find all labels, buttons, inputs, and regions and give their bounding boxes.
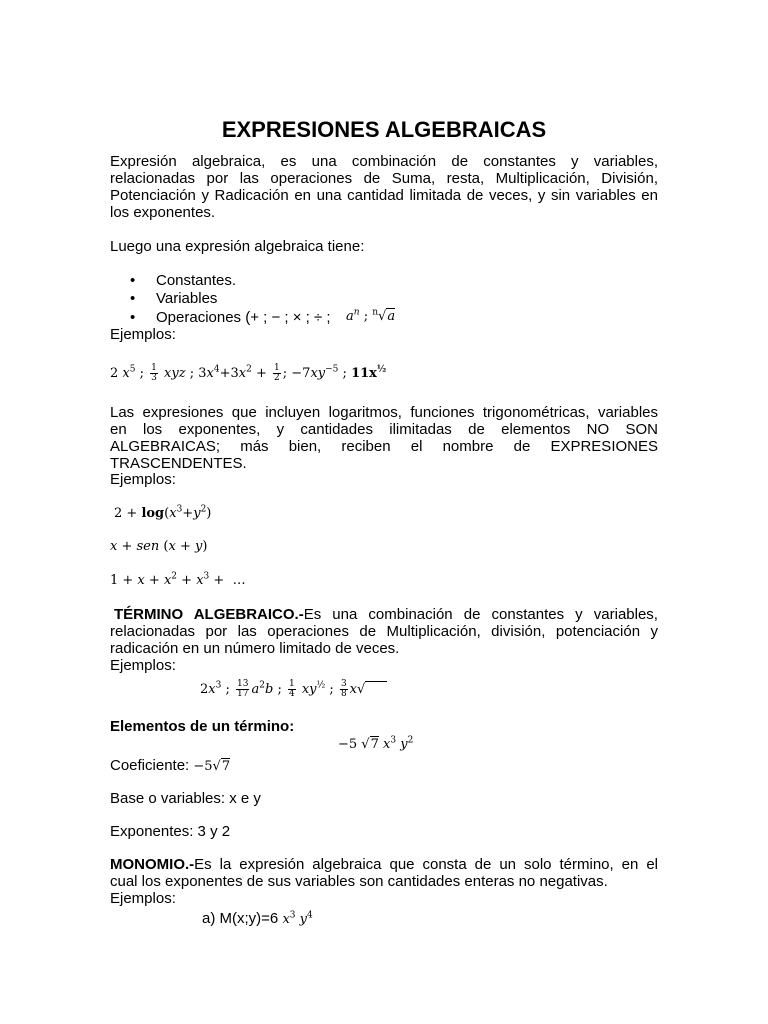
monomio-line-2: cual los exponentes de sus variables son cantidades enteras no negativas. — [110, 873, 608, 890]
ejemplos-label: Ejemplos: — [110, 890, 176, 907]
ejemplos-label: Ejemplos: — [110, 657, 176, 674]
algebraic-examples-formula: 2 $x^5$ ; $\frac{1}{3}$ xyz ; $3x^4+3x^2$ + $\frac{1}{2}$ ; $-7xy^{-5}$ ; $11x^{\frac{1}{2}}$ — [110, 363, 387, 383]
bullet-item: Variables — [156, 290, 218, 307]
intro-line-2: relacionadas por las operaciones de Suma, resta, Multiplicación, División, — [110, 170, 658, 187]
trasc-line-2: en los exponentes, y cantidades ilimitadas de elementos NO SON — [110, 421, 658, 438]
ejemplos-label: Ejemplos: — [110, 326, 176, 343]
bullet-item: Operaciones (+ ; − ; × ; ÷ ; — [156, 309, 331, 326]
coeficiente-label: Coeficiente: — [110, 757, 194, 774]
tiene-text: Luego una expresión algebraica tiene: — [110, 238, 365, 255]
bullet-dot: • — [130, 272, 136, 289]
page-title: EXPRESIONES ALGEBRAICAS — [221, 117, 547, 142]
base-text: Base o variables: x e y — [110, 790, 261, 807]
log-example-formula: $2 + \log(x^3+y^2)$ — [114, 504, 212, 521]
monomio-line-1 — [110, 856, 658, 873]
termino-heading: TÉRMINO ALGEBRAICO.- — [114, 606, 304, 623]
intro-line-4: los exponentes. — [110, 204, 216, 221]
coeficiente-value: −5√7 — [193, 759, 231, 774]
exponentes-text: Exponentes: 3 y 2 — [110, 823, 231, 840]
termino-text: Es una combinación de constantes y variables, — [303, 606, 658, 623]
elementos-heading: Elementos de un término: — [110, 718, 295, 735]
operations-formula: $a^n$ ; $^n$√a — [346, 307, 396, 324]
ejemplos-label: Ejemplos: — [110, 471, 176, 488]
bullet-dot: • — [130, 309, 136, 326]
termino-line-2: relacionadas por las operaciones de Multiplicación, división, potenciación y — [110, 623, 658, 640]
monomio-heading: MONOMIO.- — [110, 856, 195, 873]
series-example-formula: $1 + x + x^2 + x^3$ + … — [110, 571, 246, 588]
bullet-dot: • — [130, 290, 136, 307]
termino-line-3: radicación en un número limitado de veces. — [110, 640, 400, 657]
intro-line-1: Expresión algebraica, es una combinación de constantes y variables, — [110, 153, 658, 170]
trasc-line-3: ALGEBRAICAS; más bien, reciben el nombre de EXPRESIONES — [110, 438, 658, 455]
sen-example-formula: x + sen (x + y) — [110, 539, 208, 554]
bullet-item: Constantes. — [156, 272, 237, 289]
termino-examples-formula: $2x^3$ ; $\frac{13}{17}$ $a^2b$ ; $\frac{1}{4}$ $xy^{\frac{1}{2}}$ ; $\frac{3}{8}$ x√ — [200, 680, 387, 699]
monomio-text: Es la expresión algebraica que consta de un solo término, en el — [194, 856, 658, 873]
intro-line-3: Potenciación y Radicación en una cantidad limitada de veces, y sin variables en — [110, 187, 658, 204]
monomio-example-formula: $x^3$ $y^4$ — [282, 910, 313, 927]
termino-line-1 — [114, 606, 658, 623]
monomio-example-a — [202, 910, 313, 928]
trasc-line-1: Las expresiones que incluyen logaritmos, funciones trigonométricas, variables — [110, 404, 658, 421]
element-term-formula: −5 √7 $x^3$ $y^2$ — [338, 735, 414, 752]
trasc-line-4: TRASCENDENTES. — [110, 455, 247, 472]
monomio-example-label: a) M(x;y)=6 — [202, 910, 283, 927]
coeficiente-text — [110, 757, 230, 775]
